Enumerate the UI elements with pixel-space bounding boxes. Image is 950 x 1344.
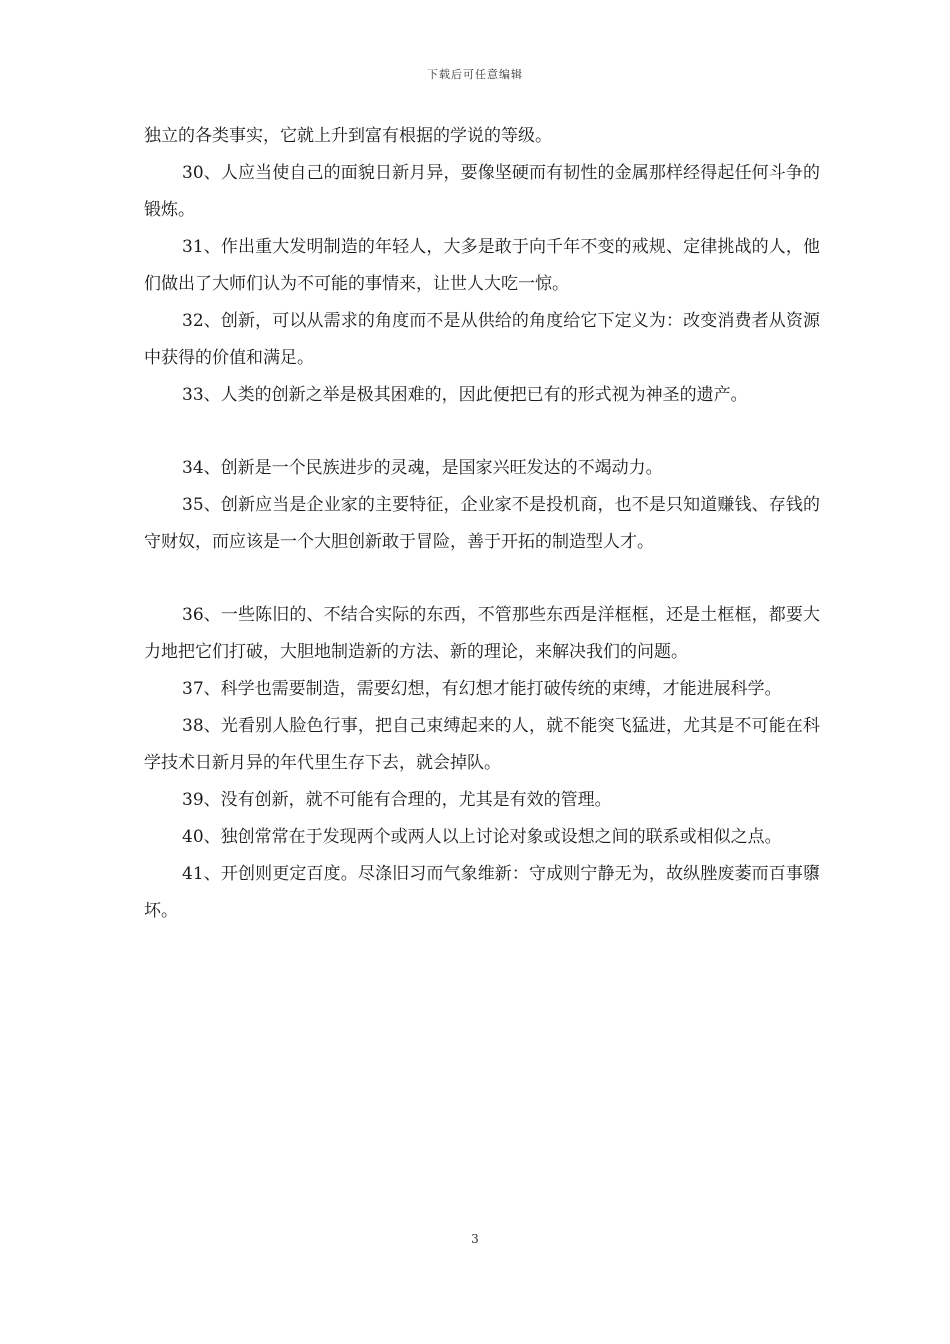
paragraph-34: 34、创新是一个民族进步的灵魂，是国家兴旺发达的不竭动力。 — [182, 458, 663, 478]
paragraph-33: 33、人类的创新之举是极其困难的，因此便把已有的形式视为神圣的遗产。 — [182, 385, 748, 405]
paragraph-37: 37、科学也需要制造，需要幻想，有幻想才能打破传统的束缚，才能进展科学。 — [182, 679, 782, 699]
page-header: 下载后可任意编辑 — [427, 68, 523, 81]
paragraph-32: 32、创新，可以从需求的角度而不是从供给的角度给它下定义为：改变消费者从资源中获得的价值和满足。 — [144, 311, 820, 368]
paragraph-38: 38、光看别人脸色行事，把自己束缚起来的人，就不能突飞猛进，尤其是不可能在科学技术日新月异的年代里生存下去，就会掉队。 — [144, 716, 820, 773]
paragraph-36: 36、一些陈旧的、不结合实际的东西，不管那些东西是洋框框，还是土框框，都要大力地把它们打破，大胆地制造新的方法、新的理论，来解决我们的问题。 — [144, 605, 820, 662]
document-body — [144, 118, 820, 930]
paragraph-41: 41、开创则更定百度。尽涤旧习而气象维新：守成则宁静无为，故纵脞废萎而百事隳坏。 — [144, 864, 820, 921]
paragraph-30: 30、人应当使自己的面貌日新月异，要像坚硬而有韧性的金属那样经得起任何斗争的锻炼。 — [144, 163, 820, 220]
paragraph-continuation: 独立的各类事实，它就上升到富有根据的学说的等级。 — [144, 126, 552, 146]
paragraph-40: 40、独创常常在于发现两个或两人以上讨论对象或设想之间的联系或相似之点。 — [182, 827, 782, 847]
page-number: 3 — [471, 1232, 479, 1246]
paragraph-35: 35、创新应当是企业家的主要特征，企业家不是投机商，也不是只知道赚钱、存钱的守财奴，而应该是一个大胆创新敢于冒险，善于开拓的制造型人才。 — [144, 495, 820, 552]
paragraph-39: 39、没有创新，就不可能有合理的，尤其是有效的管理。 — [182, 790, 612, 810]
paragraph-31: 31、作出重大发明制造的年轻人，大多是敢于向千年不变的戒规、定律挑战的人，他们做出了大师们认为不可能的事情来，让世人大吃一惊。 — [144, 237, 820, 294]
